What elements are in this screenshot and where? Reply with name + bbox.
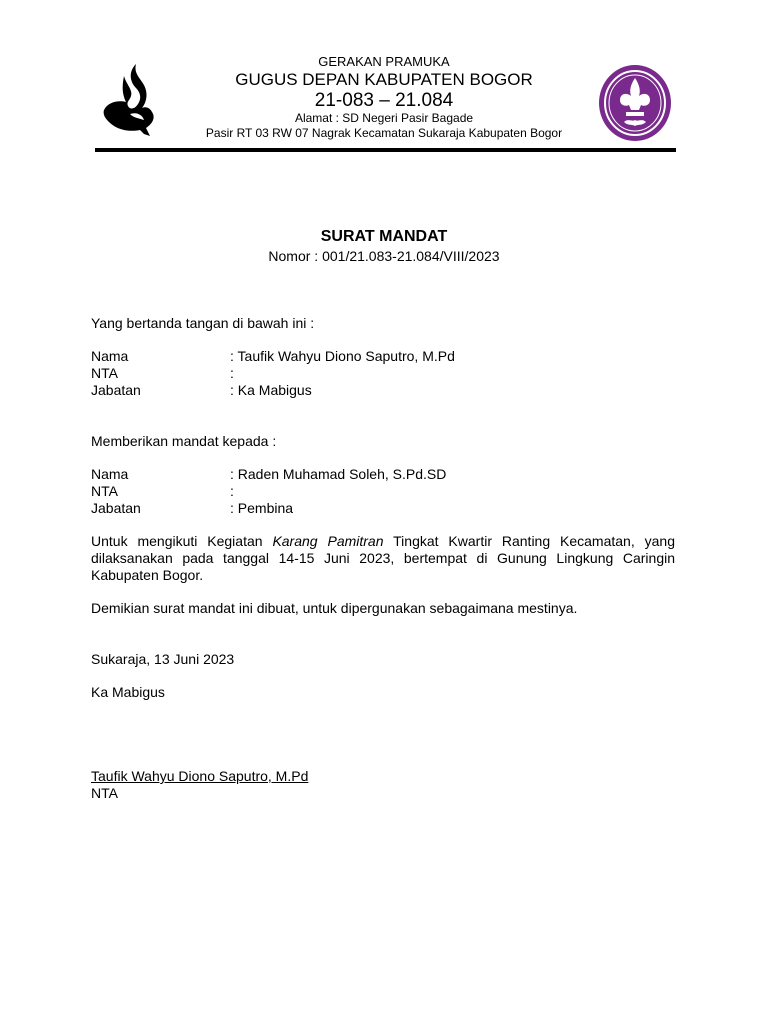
signature-nta: NTA (91, 785, 118, 801)
recipient-jabatan-value: : Pembina (230, 500, 294, 516)
letter-title: SURAT MANDAT (320, 228, 448, 245)
signer-jabatan-value: : Ka Mabigus (230, 382, 312, 398)
signer-jabatan-label: Jabatan (91, 382, 141, 398)
recipient-nama-value: : Raden Muhamad Soleh, S.Pd.SD (230, 466, 447, 482)
signature-role: Ka Mabigus (91, 684, 165, 700)
event-name: Karang Pamitran (272, 533, 384, 549)
purpose-text-post: Tingkat Kwartir Ranting Kecamatan, yang dilaksanakan pada tanggal 14-15 Juni 2023, bertempat di Gunung Lingkung Caringin Kabupaten Bogor. (91, 533, 675, 583)
unit-name: GUGUS DEPAN KABUPATEN BOGOR (235, 70, 533, 89)
org-name: GERAKAN PRAMUKA (318, 54, 450, 69)
address-line-1: Alamat : SD Negeri Pasir Bagade (294, 111, 474, 125)
recipient-nta-value: : (230, 483, 234, 499)
signature-name: Taufik Wahyu Diono Saputro, M.Pd (91, 768, 309, 784)
intro-text: Yang bertanda tangan di bawah ini : (91, 315, 315, 331)
address-line-2: Pasir RT 03 RW 07 Nagrak Kecamatan Sukaraja Kabupaten Bogor (205, 126, 563, 140)
closing-text: Demikian surat mandat ini dibuat, untuk dipergunakan sebagaimana mestinya. (91, 600, 578, 616)
unit-number: 21-083 – 21.084 (314, 90, 454, 111)
purpose-paragraph (91, 533, 675, 584)
recipient-jabatan-label: Jabatan (91, 500, 141, 516)
signer-nama-label: Nama (91, 348, 129, 364)
place-date: Sukaraja, 13 Juni 2023 (91, 651, 235, 667)
signer-nta-value: : (230, 365, 234, 381)
mandate-intro: Memberikan mandat kepada : (91, 433, 277, 449)
header-divider (95, 148, 676, 152)
recipient-nta-label: NTA (91, 483, 118, 499)
recipient-nama-label: Nama (91, 466, 129, 482)
signer-nama-value: : Taufik Wahyu Diono Saputro, M.Pd (230, 348, 455, 364)
signer-nta-label: NTA (91, 365, 118, 381)
letter-number: Nomor : 001/21.083-21.084/VIII/2023 (268, 248, 500, 264)
purpose-text-pre: Untuk mengikuti Kegiatan (91, 533, 273, 549)
